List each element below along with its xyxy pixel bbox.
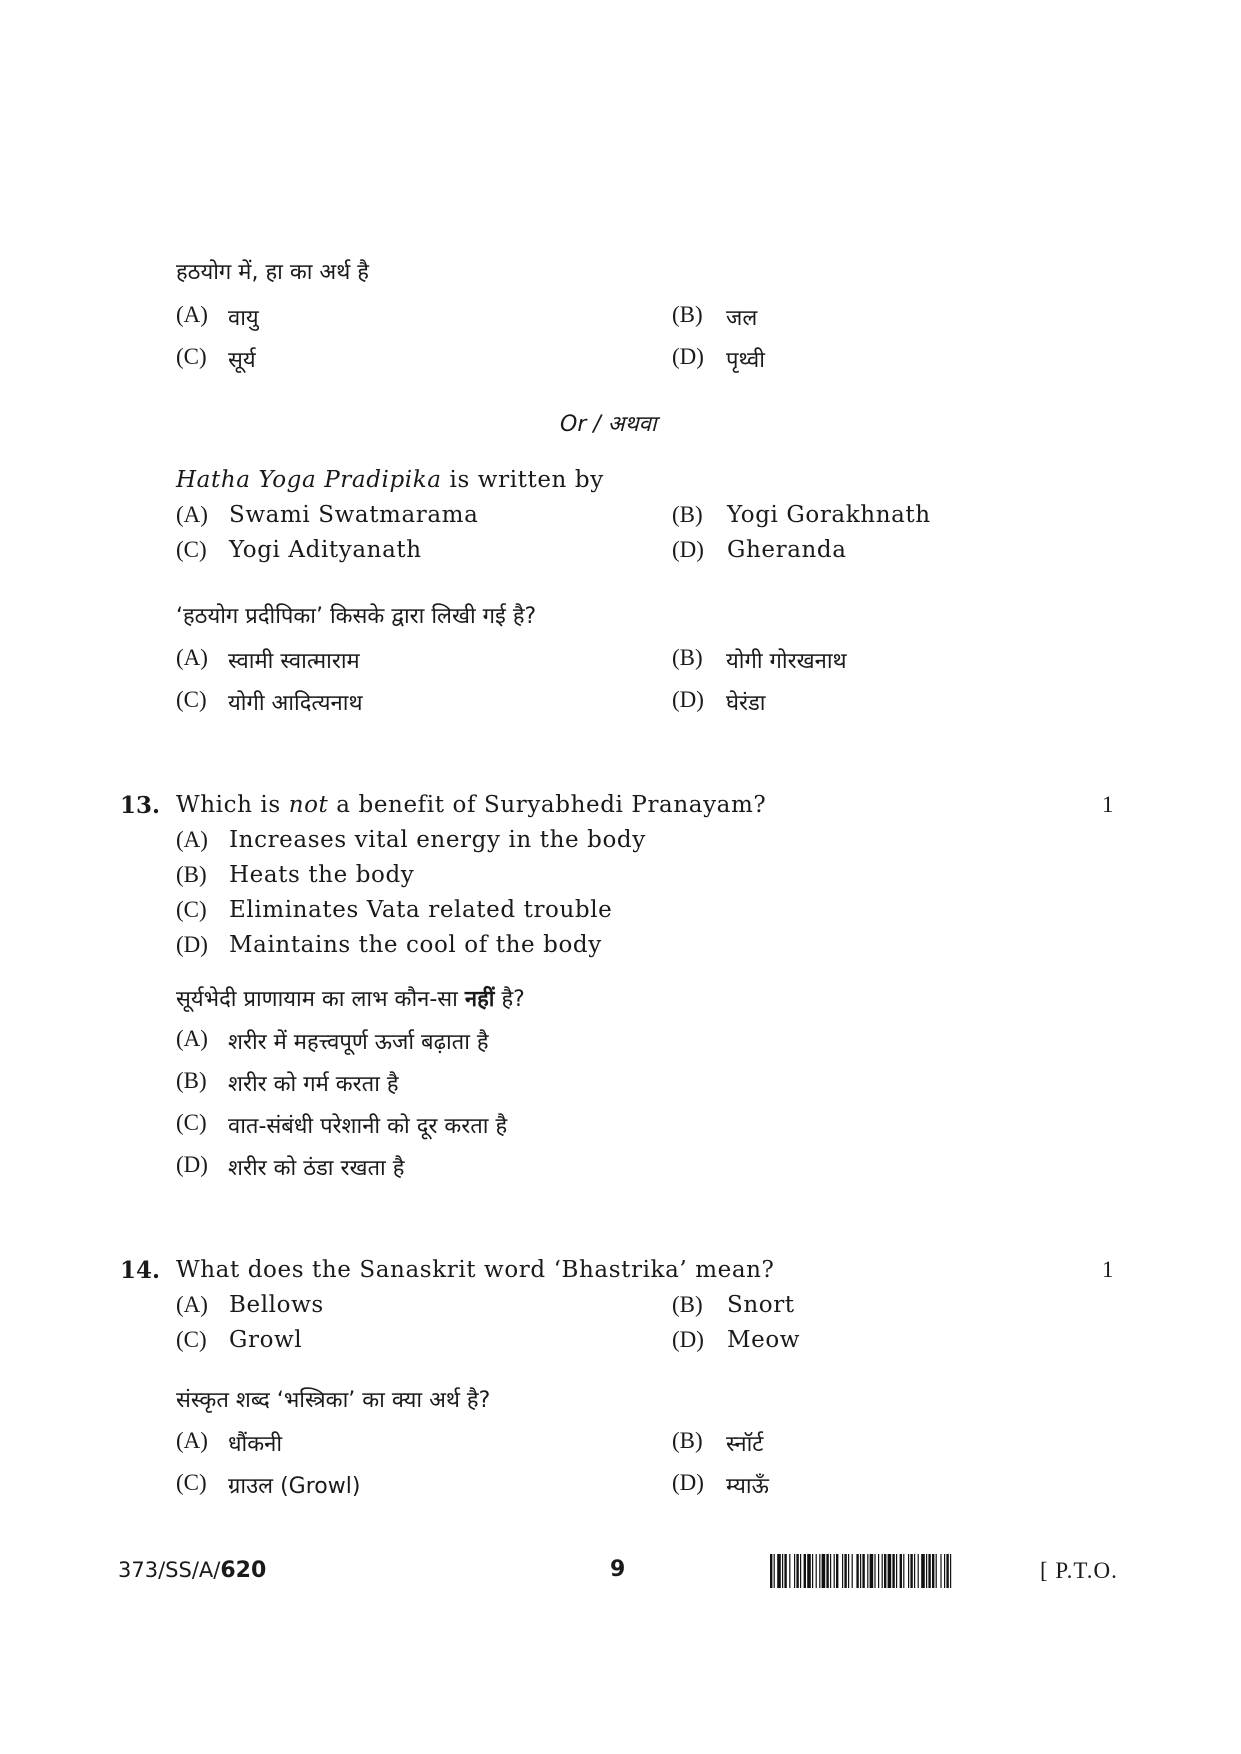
question-emphasis: नहीं (464, 987, 495, 1012)
barcode-bar (896, 1554, 897, 1588)
option-text: वात-संबंधी परेशानी को दूर करता है (228, 1114, 508, 1139)
question-number: 13. (120, 792, 161, 819)
barcode-bar (918, 1554, 919, 1588)
barcode-bar (836, 1554, 838, 1588)
question-marks: 1 (1102, 792, 1114, 817)
option-label: (C) (176, 897, 207, 922)
option-label: (D) (672, 687, 704, 712)
option-label: (D) (672, 537, 704, 562)
question-number: 14. (120, 1257, 161, 1284)
option-label: (B) (176, 1068, 207, 1093)
question-text: What does the Sanaskrit word ‘Bhastrika’ mean? (176, 1257, 775, 1283)
option-label: (B) (672, 1428, 703, 1453)
barcode-bar (844, 1554, 846, 1588)
barcode-bar (921, 1554, 925, 1588)
barcode-bar (910, 1554, 912, 1588)
option-label: (A) (176, 645, 208, 670)
book-title: Hatha Yoga Pradipika (176, 467, 442, 493)
option-label: (B) (672, 645, 703, 670)
paper-code-prefix: 373/SS/A/ (118, 1558, 221, 1582)
option-text: धौंकनी (228, 1432, 283, 1457)
barcode-bar (882, 1554, 883, 1588)
option-text: योगी गोरखनाथ (726, 649, 847, 674)
barcode-bar (892, 1554, 894, 1588)
barcode-bar (908, 1554, 909, 1588)
barcode-bar (944, 1554, 945, 1588)
option-label: (A) (176, 502, 208, 527)
barcode-bar (812, 1554, 813, 1588)
question-post: a benefit of Suryabhedi Pranayam? (328, 792, 767, 818)
barcode-bar (830, 1554, 831, 1588)
barcode-bar (789, 1554, 790, 1588)
barcode-bar (884, 1554, 886, 1588)
barcode-bar (926, 1554, 927, 1588)
option-label: (A) (176, 1428, 208, 1453)
option-label: (A) (176, 827, 208, 852)
paper-code (118, 1558, 266, 1583)
barcode-bar (796, 1554, 798, 1588)
option-text: स्वामी स्वात्माराम (228, 649, 360, 674)
option-text: Heats the body (229, 862, 415, 888)
barcode-bar (874, 1554, 875, 1588)
option-label: (C) (176, 1110, 207, 1135)
option-text: जल (726, 306, 758, 331)
question-text (176, 983, 525, 1013)
option-text: शरीर को ठंडा रखता है (228, 1156, 405, 1181)
barcode-bar (856, 1554, 858, 1588)
question-post: है? (494, 987, 525, 1012)
barcode-bar (804, 1554, 806, 1588)
barcode-bar (826, 1554, 828, 1588)
option-text: Maintains the cool of the body (229, 932, 602, 958)
option-label: (B) (672, 302, 703, 327)
barcode-bar (852, 1554, 853, 1588)
question-text (176, 792, 766, 818)
barcode-bar (782, 1554, 783, 1588)
option-text: पृथ्वी (726, 348, 765, 373)
option-label: (C) (176, 344, 207, 369)
barcode-bar (822, 1554, 826, 1588)
barcode-bar (870, 1554, 874, 1588)
page-turn-over: [ P.T.O. (1040, 1558, 1118, 1583)
question-pre: सूर्यभेदी प्राणायाम का लाभ कौन-सा (176, 987, 465, 1012)
barcode-bar (848, 1554, 849, 1588)
question-emphasis: not (288, 792, 329, 818)
option-text: Increases vital energy in the body (229, 827, 646, 853)
barcode-bar (860, 1554, 861, 1588)
option-label: (D) (176, 932, 208, 957)
question-text: हठयोग में, हा का अर्थ है (176, 260, 369, 285)
option-text: शरीर को गर्म करता है (228, 1072, 399, 1097)
option-label: (D) (176, 1152, 208, 1177)
barcode (770, 1554, 1028, 1588)
option-label: (D) (672, 344, 704, 369)
option-text: ग्राउल (Growl) (228, 1474, 361, 1499)
question-rest: is written by (441, 467, 604, 493)
option-text: Eliminates Vata related trouble (229, 897, 613, 923)
option-text: सूर्य (228, 348, 256, 373)
barcode-bar (816, 1554, 817, 1588)
barcode-bar (932, 1554, 934, 1588)
or-separator: Or / अथवा (560, 412, 657, 437)
option-text: घेरंडा (726, 691, 766, 716)
option-text: वायु (228, 306, 259, 331)
barcode-bar (878, 1554, 879, 1588)
barcode-bar (900, 1554, 902, 1588)
option-text: Gheranda (727, 537, 847, 563)
option-label: (A) (176, 1026, 208, 1051)
barcode-bar (784, 1554, 786, 1588)
page-number: 9 (610, 1557, 626, 1582)
option-text: योगी आदित्यनाथ (228, 691, 363, 716)
option-text: Yogi Gorakhnath (727, 502, 931, 528)
option-label: (B) (176, 862, 207, 887)
barcode-bar (774, 1554, 775, 1588)
option-text: Growl (229, 1327, 303, 1353)
barcode-bar (950, 1554, 951, 1588)
barcode-bar (834, 1554, 835, 1588)
option-label: (A) (176, 1292, 208, 1317)
option-label: (C) (176, 537, 207, 562)
option-label: (B) (672, 1292, 703, 1317)
barcode-bar (914, 1554, 915, 1588)
option-text: Meow (727, 1327, 801, 1353)
barcode-bar (940, 1554, 941, 1588)
barcode-bar (794, 1554, 795, 1588)
option-label: (C) (176, 1327, 207, 1352)
option-text: शरीर में महत्त्वपूर्ण ऊर्जा बढ़ाता है (228, 1030, 489, 1055)
barcode-bar (928, 1554, 930, 1588)
barcode-bar (903, 1554, 904, 1588)
option-text: Snort (727, 1292, 795, 1318)
barcode-bar (819, 1554, 820, 1588)
option-label: (B) (672, 502, 703, 527)
barcode-bar (867, 1554, 868, 1588)
barcode-bar (777, 1554, 781, 1588)
barcode-bar (770, 1554, 772, 1588)
barcode-bar (842, 1554, 843, 1588)
option-label: (D) (672, 1470, 704, 1495)
option-label: (A) (176, 302, 208, 327)
barcode-bar (888, 1554, 892, 1588)
option-text: म्याऊँ (726, 1474, 769, 1499)
question-text: संस्कृत शब्द ‘भस्त्रिका’ का क्या अर्थ है? (176, 1388, 491, 1413)
option-label: (C) (176, 687, 207, 712)
option-text: Swami Swatmarama (229, 502, 479, 528)
question-pre: Which is (176, 792, 289, 818)
question-marks: 1 (1102, 1257, 1114, 1282)
option-label: (D) (672, 1327, 704, 1352)
paper-code-number: 620 (220, 1558, 267, 1583)
option-label: (C) (176, 1470, 207, 1495)
barcode-bar (800, 1554, 801, 1588)
option-text: स्नॉर्ट (726, 1432, 764, 1457)
option-text: Yogi Adityanath (229, 537, 422, 563)
question-text (176, 467, 604, 493)
barcode-bar (936, 1554, 937, 1588)
question-text: ‘हठयोग प्रदीपिका’ किसके द्वारा लिखी गई है? (176, 604, 537, 629)
option-text: Bellows (229, 1292, 324, 1318)
barcode-bar (862, 1554, 864, 1588)
barcode-bar (946, 1554, 948, 1588)
barcode-bar (807, 1554, 811, 1588)
